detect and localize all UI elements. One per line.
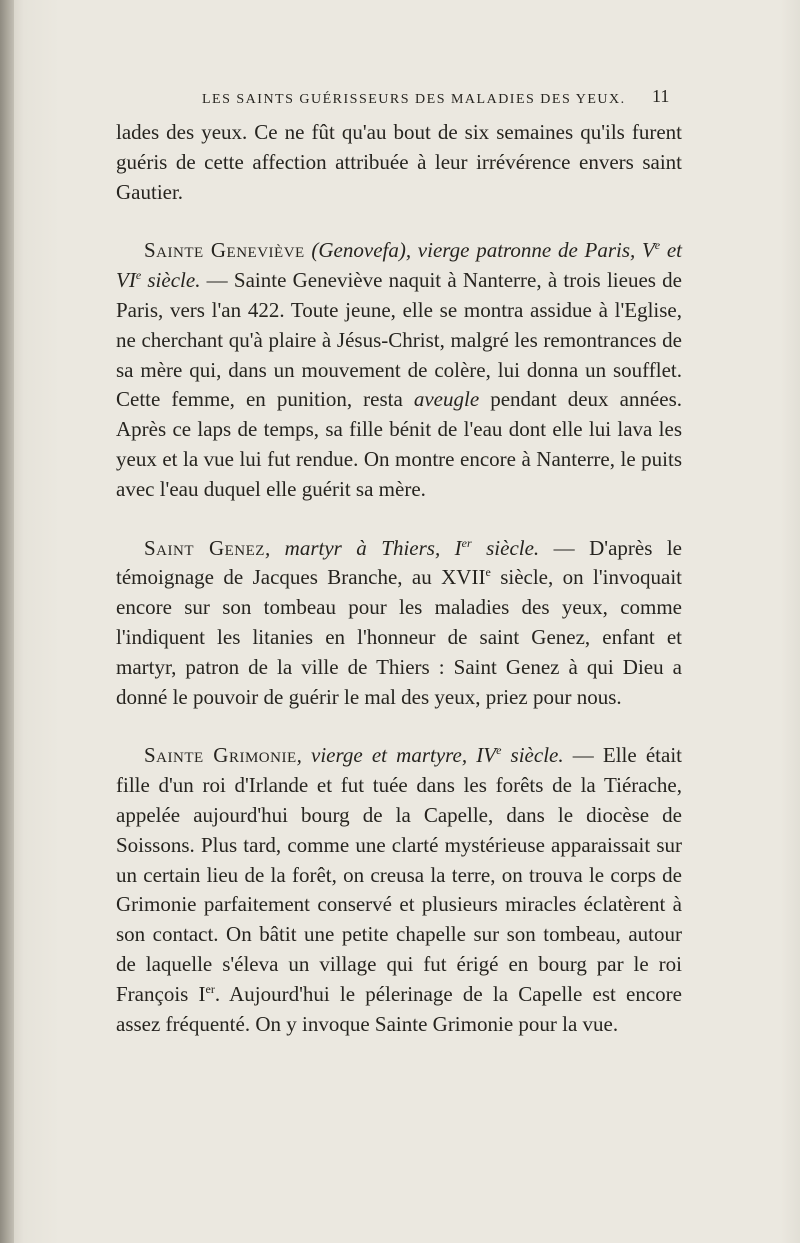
epithet: (Genovefa), vierge patronne de Paris, Ve et VIe siècle. (116, 238, 682, 293)
binding-shadow (0, 0, 14, 1243)
body-text (116, 118, 682, 1039)
saint-name: Saint Genez (144, 535, 265, 560)
running-title: LES SAINTS GUÉRISSEURS DES MALADIES DES YEUX. (202, 92, 626, 107)
epithet: , vierge et martyre, IVe siècle. (296, 743, 564, 768)
page-number: 11 (652, 86, 670, 106)
continuation-paragraph: lades des yeux. Ce ne fût qu'au bout de six semaines qu'ils furent guéris de cette affection attribuée à leur irrévérence envers saint Gautier. (116, 120, 682, 204)
saint-name: Sainte Grimonie (144, 743, 297, 768)
entry-genevieve: Sainte Geneviève (Genovefa), vierge patronne de Paris, Ve et VIe siècle. — Sainte Geneviève naquit à Nanterre, à trois lieues de Paris, vers l'an 422. Toute jeune, elle se montra assidue à l'Eglise, ne cherchant qu'à plaire à Jésus-Christ, malgré les remontrances de sa mère qui, dans un mouvement de colère, lui donna un soufflet. Cette femme, en punition, resta aveugle pendant deux années. Après ce laps de temps, sa fille bénit de l'eau dont elle lui lava les yeux et la vue lui fut rendue. On montre encore à Nanterre, le puits avec l'eau duquel elle guérit sa mère. (116, 238, 682, 501)
entry-genez: Saint Genez, martyr à Thiers, Ier siècle. — D'après le témoignage de Jacques Branche, au XVIIe siècle, on l'invoquait encore sur son tombeau pour les maladies des yeux, comme l'indiquent les litanies en l'honneur de saint Genez, enfant et martyr, patron de la ville de Thiers : Saint Genez à qui Dieu a donné le pouvoir de guérir le mal des yeux, priez pour nous. (116, 535, 682, 709)
entry-grimonie: Sainte Grimonie, vierge et martyre, IVe siècle. — Elle était fille d'un roi d'Irlande et fut tuée dans les forêts de la Tiérache, appelée aujourd'hui bourg de la Capelle, dans le diocèse de Soissons. Plus tard, comme une clarté mystérieuse apparaissait sur un certain lieu de la forêt, on creusa la terre, on trouva le corps de Grimonie parfaitement conservé et plusieurs miracles éclatèrent à son contact. On bâtit une petite chapelle sur son tombeau, autour de laquelle s'éleva un village qui fut érigé en bourg par le roi François Ier. Aujourd'hui le pélerinage de la Capelle est encore assez fréquenté. On y invoque Sainte Grimonie pour la vue. (116, 743, 682, 1036)
epithet: , martyr à Thiers, Ier siècle. (264, 535, 540, 560)
saint-name: Sainte Geneviève (144, 238, 305, 263)
